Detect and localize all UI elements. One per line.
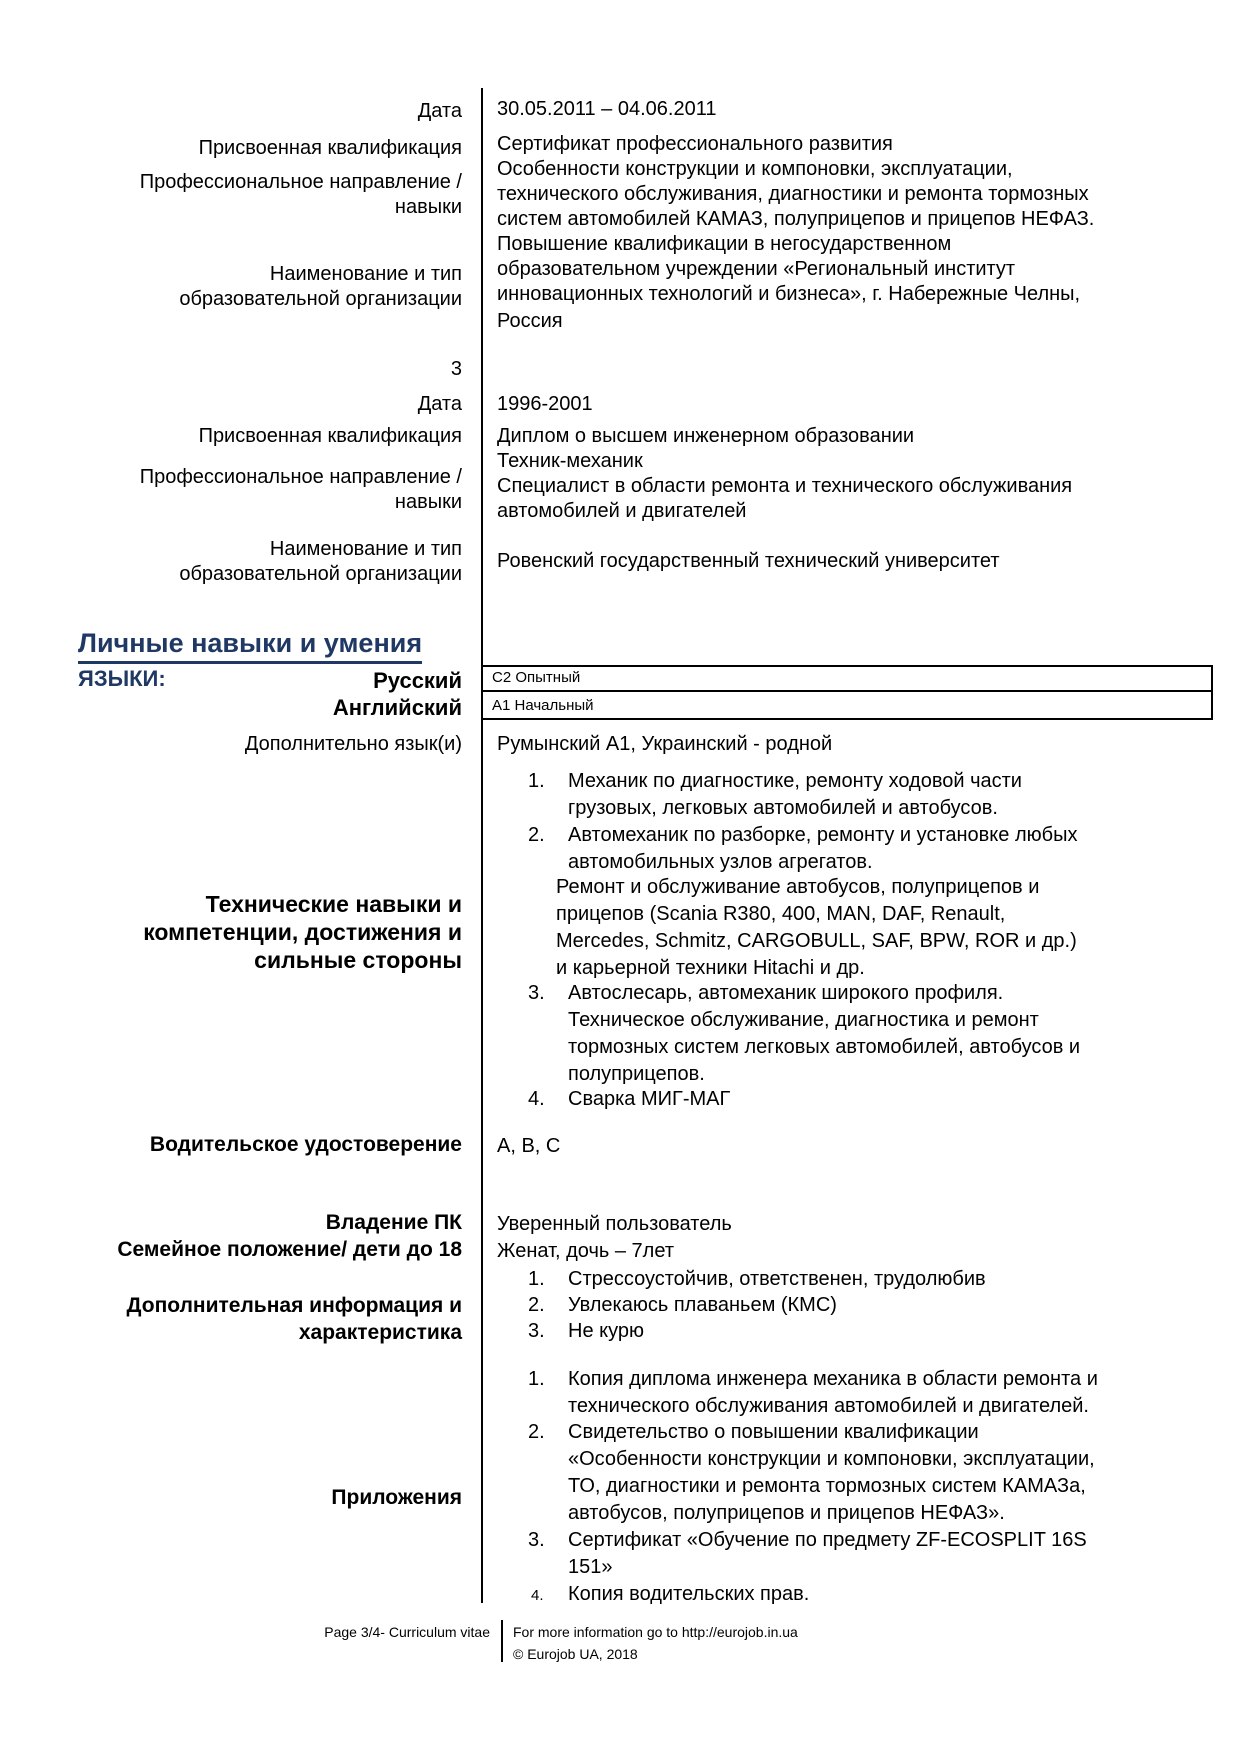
edu-prev-direction-value-line-1: Особенности конструкции и компоновки, эксплуатации, — [497, 158, 1013, 180]
skills-item-3-line-4: и карьерной техники Hitachi и др. — [556, 957, 865, 979]
skills-item-1-number: 1. — [528, 770, 545, 792]
extra-info-label-line-2: характеристика — [298, 1321, 462, 1344]
footer-divider-line — [501, 1620, 503, 1662]
skills-item-5-line-1: Сварка МИГ-МАГ — [568, 1088, 731, 1110]
skills-item-2-number: 2. — [528, 824, 545, 846]
edu-3-organisation-label-line-2: образовательной организации — [179, 563, 462, 585]
appendix-item-2-line-3: ТО, диагностики и ремонта тормозных систем КАМАЗа, — [568, 1475, 1086, 1497]
appendix-label: Приложения — [331, 1486, 462, 1509]
pc-skills-label: Владение ПК — [325, 1211, 462, 1234]
edu-3-date-label: Дата — [417, 393, 462, 415]
skills-item-4-line-2: Техническое обслуживание, диагностика и ремонт — [568, 1009, 1039, 1031]
edu-prev-direction-label-line-2: навыки — [394, 196, 462, 218]
appendix-item-3-line-2: 151» — [568, 1556, 613, 1578]
skills-item-3-line-2: прицепов (Scania R380, 400, MAN, DAF, Renault, — [556, 903, 1006, 925]
edu-prev-organisation-value-line-3: инновационных технологий и бизнеса», г. Набережные Челны, — [497, 283, 1081, 305]
edu-3-direction-label-line-2: навыки — [394, 491, 462, 513]
edu-3-direction-value-line-3: автомобилей и двигателей — [497, 500, 747, 522]
edu-prev-direction-value-line-2: технического обслуживания, диагностики и ремонта тормозных — [497, 183, 1089, 205]
edu-prev-date-value: 30.05.2011 – 04.06.2011 — [497, 98, 717, 120]
edu-3-direction-value-line-1: Техник-механик — [497, 450, 643, 472]
edu-3-qualification-label: Присвоенная квалификация — [198, 425, 462, 447]
appendix-item-3-line-1: Сертификат «Обучение по предмету ZF-ECOSPLIT 16S — [568, 1529, 1087, 1551]
family-status-label: Семейное положение/ дети до 18 — [117, 1238, 462, 1261]
skills-item-1-line-2: грузовых, легковых автомобилей и автобусов. — [568, 797, 998, 819]
edu-prev-direction-value-line-3: систем автомобилей КАМАЗ, полуприцепов и прицепов НЕФАЗ. — [497, 208, 1095, 230]
extra-item-1-number: 1. — [528, 1268, 545, 1290]
driving-licence-value: A, B, C — [497, 1135, 561, 1157]
edu-prev-qualification-label: Присвоенная квалификация — [198, 137, 462, 159]
appendix-item-1-line-1: Копия диплома инженера механика в области ремонта и — [568, 1368, 1098, 1390]
footer-copyright: © Eurojob UA, 2018 — [513, 1646, 638, 1662]
skills-item-3-line-1: Ремонт и обслуживание автобусов, полуприцепов и — [556, 876, 1040, 898]
extra-item-2-number: 2. — [528, 1294, 545, 1316]
column-divider-line — [481, 88, 483, 1603]
language-name-english: Английский — [332, 695, 462, 720]
skills-item-3-line-3: Mercedes, Schmitz, CARGOBULL, SAF, BPW, ROR и др.) — [556, 930, 1077, 952]
edu-3-direction-label-line-1: Профессиональное направление / — [139, 466, 462, 488]
edu-3-organisation-value: Ровенский государственный технический университет — [497, 550, 1000, 572]
languages-label: ЯЗЫКИ: — [78, 666, 166, 691]
appendix-item-2-line-4: автобусов, полуприцепов и прицепов НЕФАЗ». — [568, 1502, 1005, 1524]
edu-prev-organisation-label-line-2: образовательной организации — [179, 288, 462, 310]
technical-skills-label-line-3: сильные стороны — [254, 947, 462, 973]
additional-languages-value: Румынский A1, Украинский - родной — [497, 733, 833, 755]
appendix-item-4-line-1: Копия водительских прав. — [568, 1583, 810, 1605]
skills-item-5-number: 4. — [528, 1088, 545, 1110]
skills-item-2-line-1: Автомеханик по разборке, ремонту и установке любых — [568, 824, 1078, 846]
section-heading-personal-skills: Личные навыки и умения — [78, 628, 422, 664]
extra-item-3-number: 3. — [528, 1320, 545, 1342]
edu-entry-number: 3 — [450, 358, 462, 380]
footer-page-number: Page 3/4- Curriculum vitae — [324, 1624, 490, 1640]
extra-info-label-line-1: Дополнительная информация и — [126, 1294, 462, 1317]
pc-skills-value: Уверенный пользователь — [497, 1213, 732, 1235]
edu-prev-qualification-value: Сертификат профессионального развития — [497, 133, 893, 155]
edu-prev-organisation-value-line-2: образовательном учреждении «Региональный институт — [497, 258, 1016, 280]
appendix-item-2-line-1: Свидетельство о повышении квалификации — [568, 1421, 979, 1443]
technical-skills-label-line-2: компетенции, достижения и — [143, 919, 462, 945]
footer-info-url: For more information go to http://eurojob.in.ua — [513, 1624, 798, 1640]
edu-3-direction-value-line-2: Специалист в области ремонта и технического обслуживания — [497, 475, 1073, 497]
driving-licence-label: Водительское удостоверение — [149, 1133, 462, 1156]
appendix-item-1-number: 1. — [528, 1368, 545, 1390]
language-level-english: A1 Начальный — [492, 697, 594, 714]
family-status-value: Женат, дочь – 7лет — [497, 1240, 674, 1262]
language-name-russian: Русский — [373, 668, 462, 693]
additional-languages-label: Дополнительно язык(и) — [244, 733, 462, 755]
skills-item-4-line-1: Автослесарь, автомеханик широкого профиля. — [568, 982, 1004, 1004]
skills-item-4-line-4: полуприцепов. — [568, 1063, 705, 1085]
skills-item-2-line-2: автомобильных узлов агрегатов. — [568, 851, 873, 873]
edu-prev-organisation-value-line-1: Повышение квалификации в негосударственном — [497, 233, 952, 255]
language-level-russian: C2 Опытный — [492, 669, 581, 686]
edu-3-qualification-value: Диплом о высшем инженерном образовании — [497, 425, 915, 447]
appendix-item-4-number: 4. — [531, 1587, 544, 1604]
appendix-item-2-line-2: «Особенности конструкции и компоновки, эксплуатации, — [568, 1448, 1095, 1470]
skills-item-1-line-1: Механик по диагностике, ремонту ходовой части — [568, 770, 1022, 792]
edu-prev-organisation-label-line-1: Наименование и тип — [269, 263, 462, 285]
skills-item-4-line-3: тормозных систем легковых автомобилей, автобусов и — [568, 1036, 1081, 1058]
extra-item-3-text: Не курю — [568, 1320, 644, 1342]
skills-item-4-number: 3. — [528, 982, 545, 1004]
language-level-box-russian — [481, 665, 1213, 692]
technical-skills-label-line-1: Технические навыки и — [205, 891, 462, 917]
edu-prev-date-label: Дата — [417, 100, 462, 122]
edu-3-date-value: 1996-2001 — [497, 393, 593, 415]
edu-prev-organisation-value-line-4: Россия — [497, 310, 563, 332]
edu-prev-direction-label-line-1: Профессиональное направление / — [139, 171, 462, 193]
appendix-item-1-line-2: технического обслуживания автомобилей и двигателей. — [568, 1395, 1089, 1417]
appendix-item-2-number: 2. — [528, 1421, 545, 1443]
extra-item-1-text: Стрессоустойчив, ответственен, трудолюбив — [568, 1268, 986, 1290]
extra-item-2-text: Увлекаюсь плаваньем (КМС) — [568, 1294, 837, 1316]
edu-3-organisation-label-line-1: Наименование и тип — [269, 538, 462, 560]
appendix-item-3-number: 3. — [528, 1529, 545, 1551]
